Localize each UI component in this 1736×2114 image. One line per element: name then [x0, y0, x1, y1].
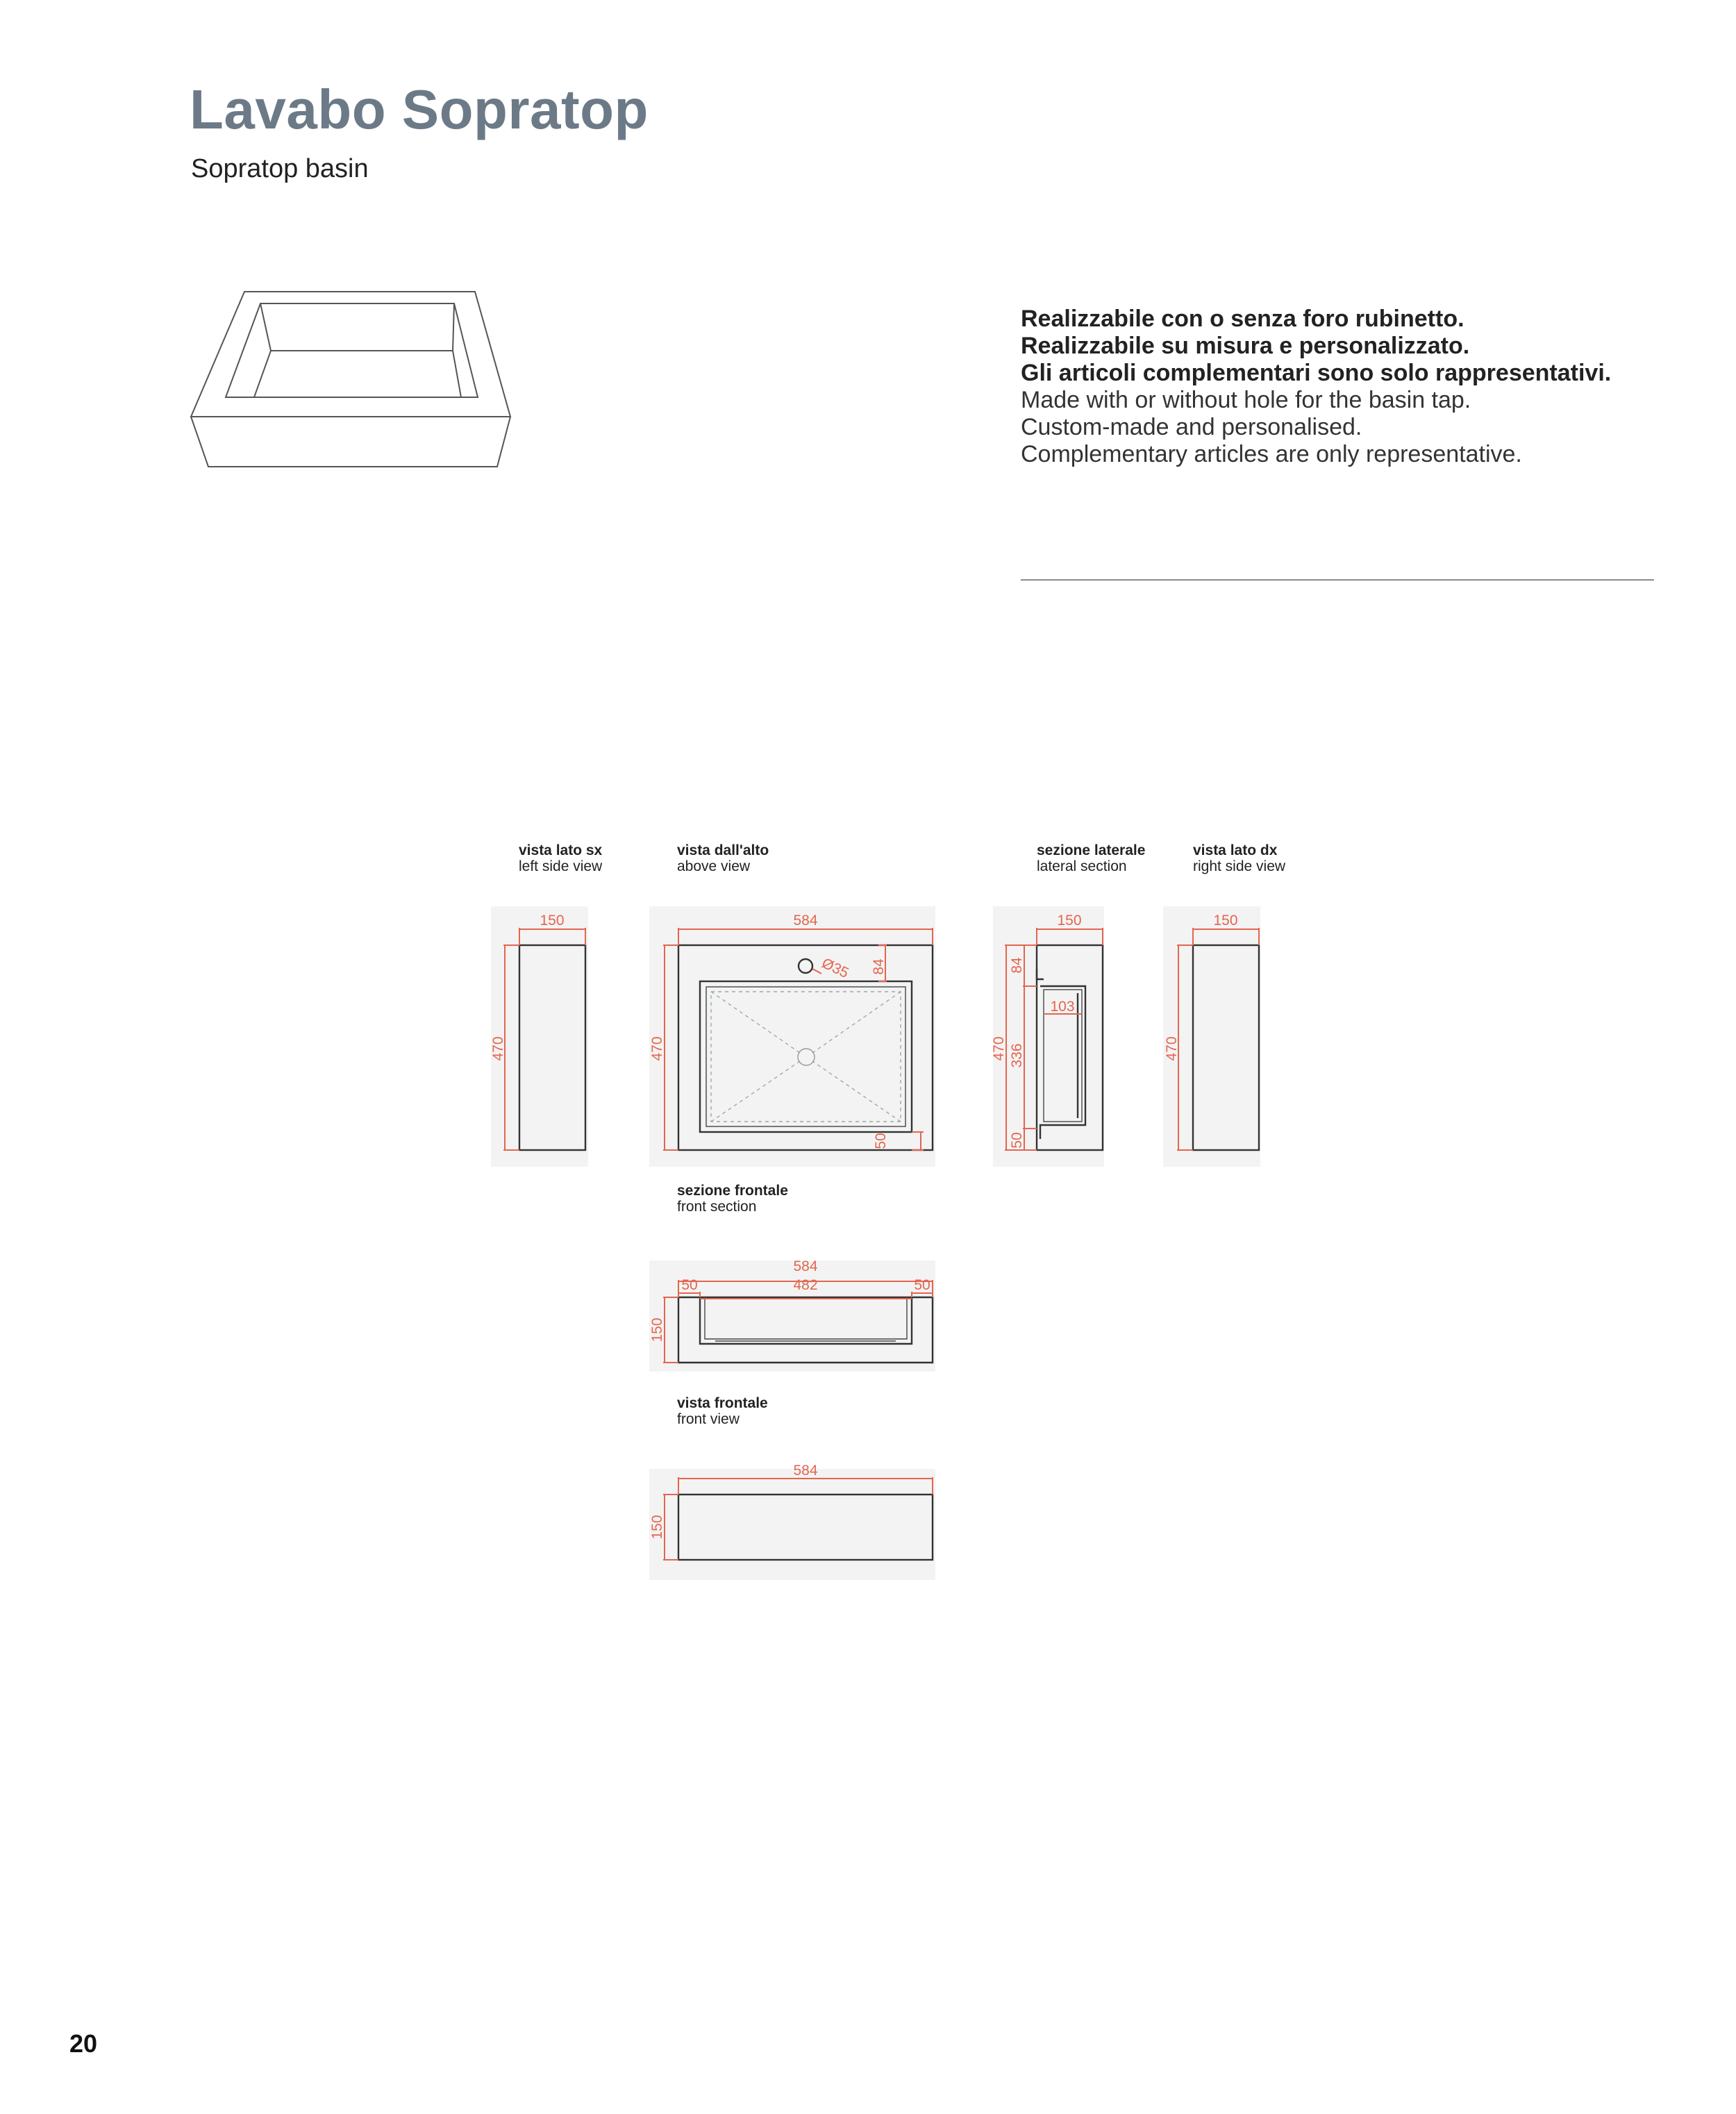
dim-fs-height: 150 [649, 1317, 665, 1342]
dim-fs-wall-right: 50 [914, 1277, 930, 1293]
dim-lateral-bottom: 50 [1009, 1132, 1025, 1149]
desc-en-line-3: Complementary articles are only representative. [1021, 441, 1522, 467]
dim-lateral-top: 84 [1009, 957, 1025, 974]
above-view-drawing [649, 906, 935, 1167]
dim-fs-wall-left: 50 [681, 1277, 698, 1293]
label-above-view: vista dall'alto above view [677, 842, 769, 874]
dim-above-tap-diameter: Ø35 [819, 955, 851, 981]
dim-lateral-width: 150 [1057, 913, 1082, 929]
dim-lateral-inner: 336 [1009, 1043, 1025, 1068]
dim-fs-width: 584 [793, 1258, 818, 1274]
dim-right-height: 470 [1164, 1036, 1180, 1061]
desc-en-line-2: Custom-made and personalised. [1021, 414, 1362, 440]
desc-it-line-1: Realizzabile con o senza foro rubinetto. [1021, 306, 1464, 332]
dim-above-tap-offset: 84 [871, 958, 887, 975]
dim-right-width: 150 [1213, 913, 1238, 929]
page-number: 20 [69, 2029, 98, 2058]
dim-lateral-height: 470 [991, 1036, 1007, 1061]
dim-left-width: 150 [540, 913, 565, 929]
dim-lateral-depth: 103 [1050, 999, 1075, 1015]
desc-en-line-1: Made with or without hole for the basin tap. [1021, 387, 1471, 413]
dim-fs-inner: 482 [793, 1277, 818, 1293]
page-title: Lavabo Sopratop [190, 78, 649, 140]
page-subtitle: Sopratop basin [191, 154, 369, 183]
label-front-section: sezione frontale front section [677, 1183, 788, 1215]
basin-isometric-illustration [191, 292, 510, 467]
desc-it-line-3: Gli articoli complementari sono solo rappresentativi. [1021, 360, 1612, 386]
dim-front-height: 150 [649, 1515, 665, 1540]
dim-above-height: 470 [649, 1036, 665, 1061]
label-left-side-view: vista lato sx left side view [519, 842, 603, 874]
lateral-section-drawing [993, 906, 1104, 1167]
label-lateral-section: sezione laterale lateral section [1037, 842, 1146, 874]
dim-left-height: 470 [490, 1036, 506, 1061]
front-view-drawing [649, 1469, 935, 1580]
dim-front-width: 584 [793, 1463, 818, 1479]
dim-above-width: 584 [793, 913, 818, 929]
label-right-side-view: vista lato dx right side view [1193, 842, 1286, 874]
dim-above-rim: 50 [873, 1133, 889, 1149]
desc-it-line-2: Realizzabile su misura e personalizzato. [1021, 333, 1470, 359]
label-front-view: vista frontale front view [677, 1395, 768, 1427]
